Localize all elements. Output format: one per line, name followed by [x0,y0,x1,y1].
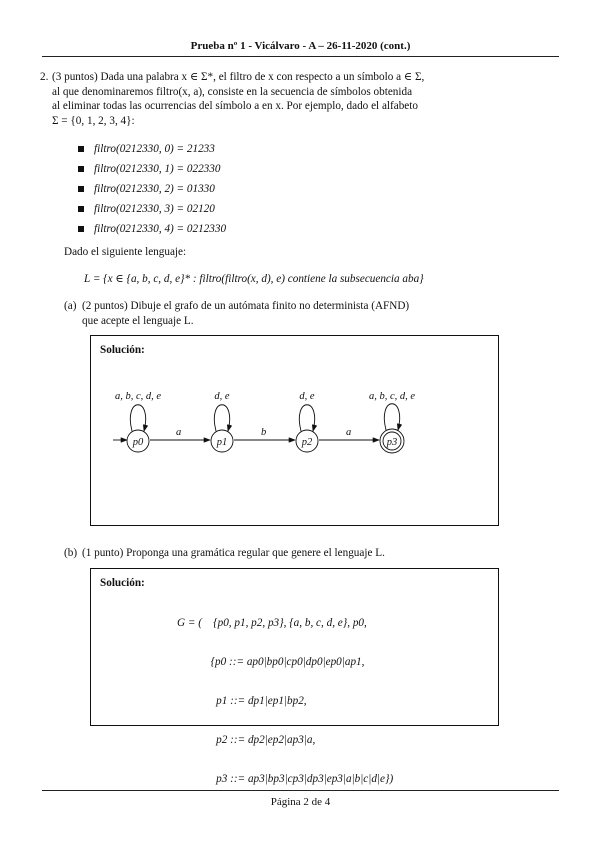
header-rule [42,56,559,57]
solution-box-a [90,335,499,526]
problem-2 [40,70,499,239]
part-a-statement [64,299,500,328]
part-a-text-2: que acepte el lenguaje L. [82,314,194,327]
solution-title: Solución: [100,344,145,356]
part-b-label: (b) [64,547,78,559]
intro-line-3: al eliminar todas las ocurrencias del símbolo a en x. Por ejemplo, dado el alfabeto [52,100,418,113]
self-loop-p1 [214,405,229,431]
grammar-line: {p0 ::= ap0|bp0|cp0|dp0|ep0|ap1, [177,656,365,668]
example-list [76,139,499,239]
transition-label: a [346,427,352,438]
problem-number: 2. [40,71,49,83]
transition-label: a [176,427,182,438]
state-label: p3 [386,437,398,448]
example-item: filtro(0212330, 3) = 02120 [76,199,499,219]
loop-label: a, b, c, d, e [368,391,416,402]
state-label: p2 [301,437,313,448]
language-definition: L = {x ∈ {a, b, c, d, e}* : filtro(filtro(x, d), e) contiene la subsecuencia aba} [84,273,424,285]
grammar-definition [177,591,393,812]
example-item: filtro(0212330, 0) = 21233 [76,139,499,159]
problem-intro [52,70,499,129]
page-footer: Página 2 de 4 [270,796,331,808]
example-item: filtro(0212330, 4) = 0212330 [76,219,499,239]
solution-title: Solución: [100,577,145,589]
grammar-line: G = ( {p0, p1, p2, p3}, {a, b, c, d, e}, p0, [177,617,367,629]
automaton-diagram [91,336,498,525]
state-label: p0 [132,437,144,448]
page-header: Prueba nº 1 - Vicálvaro - A – 26-11-2020 (cont.) [190,40,411,52]
intro-line-1: Dada una palabra x ∈ Σ*, el filtro de x con respecto a un símbolo a ∈ Σ, [100,71,425,83]
footer-rule [42,790,559,791]
example-item: filtro(0212330, 1) = 022330 [76,159,499,179]
self-loop-p0 [130,405,145,431]
loop-label: d, e [214,391,230,402]
example-item: filtro(0212330, 2) = 01330 [76,179,499,199]
transition-label: b [261,427,267,438]
self-loop-p2 [299,405,314,431]
language-intro: Dado el siguiente lenguaje: [64,246,187,258]
loop-label: a, b, c, d, e [114,391,162,402]
loop-label: d, e [299,391,315,402]
grammar-line: p1 ::= dp1|ep1|bp2, [177,695,307,707]
part-a-label: (a) [64,300,77,312]
grammar-line: p2 ::= dp2|ep2|ap3|a, [177,734,316,746]
problem-points: (3 puntos) [52,71,98,83]
grammar-line: p3 ::= ap3|bp3|cp3|dp3|ep3|a|b|c|d|e}) [177,773,394,785]
part-b-text: (1 punto) Proponga una gramática regular que genere el lenguaje L. [82,547,385,559]
self-loop-p3 [384,404,399,430]
state-label: p1 [216,437,228,448]
intro-line-4: Σ = {0, 1, 2, 3, 4}: [52,115,135,128]
intro-line-2: al que denominaremos filtro(x, a), consiste en la secuencia de símbolos obtenida [52,85,413,98]
part-b-statement [64,546,500,561]
part-a-text-1: (2 puntos) Dibuje el grafo de un autómata finito no determinista (AFND) [82,300,410,312]
solution-box-b [90,568,499,785]
